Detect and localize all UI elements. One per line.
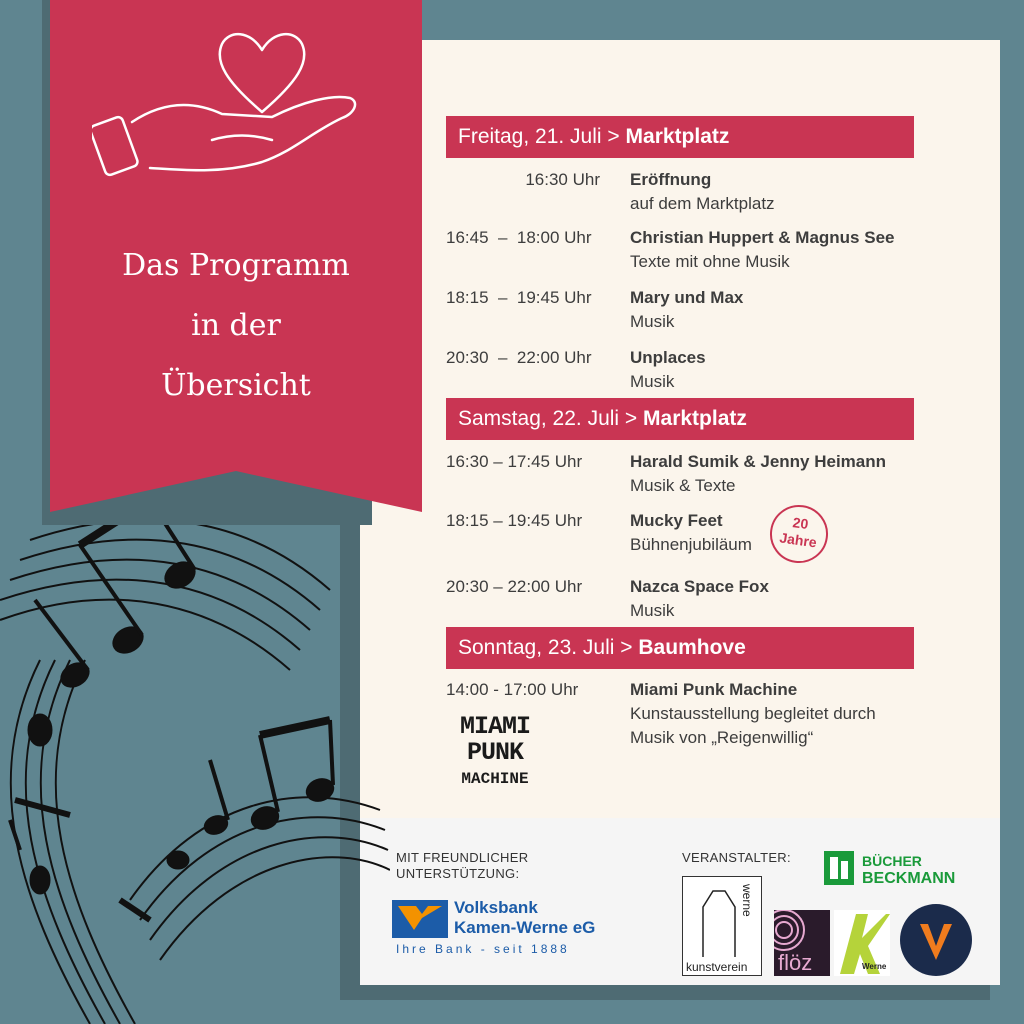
kunstverein-name: kunstverein	[686, 960, 748, 974]
volksbank-name-line: Kamen-Werne eG	[454, 918, 596, 937]
kunstverein-city: werne	[740, 884, 754, 917]
badge-number: 20	[791, 514, 810, 533]
event-time: 16:30 – 17:45 Uhr	[446, 452, 583, 471]
event-time: 20:30 – 22:00 Uhr	[446, 577, 583, 596]
buecher-beckmann-line: BÜCHER	[862, 853, 922, 869]
event-name: Miami Punk Machine	[630, 680, 798, 699]
logo-line: MACHINE	[461, 770, 529, 788]
volksbank-name-line: Volksbank	[454, 898, 538, 917]
support-label-line: MIT FREUNDLICHER	[396, 850, 529, 865]
event-desc: Musik	[630, 312, 675, 331]
event-desc: auf dem Marktplatz	[630, 194, 775, 213]
event-name: Mucky Feet	[630, 511, 723, 530]
day-location: Marktplatz	[625, 125, 730, 148]
event-time: 16:45 – 18:00 Uhr	[446, 228, 592, 247]
volksbank-logo	[392, 898, 598, 958]
buecher-beckmann-line: BECKMANN	[862, 870, 956, 887]
event-time: 20:30 – 22:00 Uhr	[446, 348, 592, 367]
day-header-sunday	[446, 627, 914, 669]
event-desc: Kunstausstellung begleitet durch	[630, 704, 876, 723]
day-location: Marktplatz	[643, 407, 747, 430]
logo-line: MIAMI	[459, 712, 530, 741]
badge-label: Jahre	[778, 529, 818, 551]
buecher-beckmann-icon	[824, 851, 854, 885]
heart-hand-icon	[92, 22, 362, 182]
day-header-saturday	[446, 398, 914, 440]
event-name: Harald Sumik & Jenny Heimann	[630, 452, 887, 471]
event-time: 16:30 Uhr	[525, 170, 600, 189]
event-name: Mary und Max	[630, 288, 744, 307]
event-desc: Musik & Texte	[630, 476, 736, 495]
event-desc: Musik von „Reigenwillig“	[630, 728, 814, 747]
event-time: 18:15 – 19:45 Uhr	[446, 288, 592, 307]
miami-punk-machine-logo	[446, 714, 544, 792]
k-werne-name: Werne	[862, 962, 887, 971]
day-location: Baumhove	[638, 636, 746, 659]
event-name: Unplaces	[630, 348, 706, 367]
event-desc: Bühnenjubiläum	[630, 535, 752, 554]
music-notes-illustration	[0, 480, 390, 1024]
day-date: Freitag, 21. Juli >	[458, 125, 620, 148]
event-desc: Musik	[630, 601, 675, 620]
support-label	[396, 850, 528, 882]
buecher-beckmann-logo	[862, 852, 955, 888]
day-header-friday	[446, 116, 914, 158]
support-label-line: UNTERSTÜTZUNG:	[396, 866, 520, 881]
volksbank-icon	[392, 900, 448, 938]
logo-line: PUNK	[466, 738, 523, 767]
event-desc: Texte mit ohne Musik	[630, 252, 790, 271]
banner-title-line: Übersicht	[161, 368, 311, 403]
day-date: Samstag, 22. Juli >	[458, 407, 638, 430]
banner-title-line: in der	[191, 308, 281, 343]
volksbank-name	[454, 898, 595, 938]
event-desc: Musik	[630, 372, 675, 391]
event-name: Nazca Space Fox	[630, 577, 769, 596]
organizer-label: VERANSTALTER:	[682, 850, 791, 865]
v-logo	[900, 904, 972, 976]
event-name: Eröffnung	[630, 170, 712, 189]
banner-title	[50, 236, 422, 416]
banner-title-line: Das Programm	[122, 248, 350, 283]
volksbank-tagline: Ihre Bank - seit 1888	[396, 942, 570, 956]
event-time: 18:15 – 19:45 Uhr	[446, 511, 583, 530]
floz-name: flöz	[778, 950, 813, 975]
day-date: Sonntag, 23. Juli >	[458, 636, 633, 659]
event-time: 14:00 - 17:00 Uhr	[446, 680, 579, 699]
event-name: Christian Huppert & Magnus See	[630, 228, 895, 247]
